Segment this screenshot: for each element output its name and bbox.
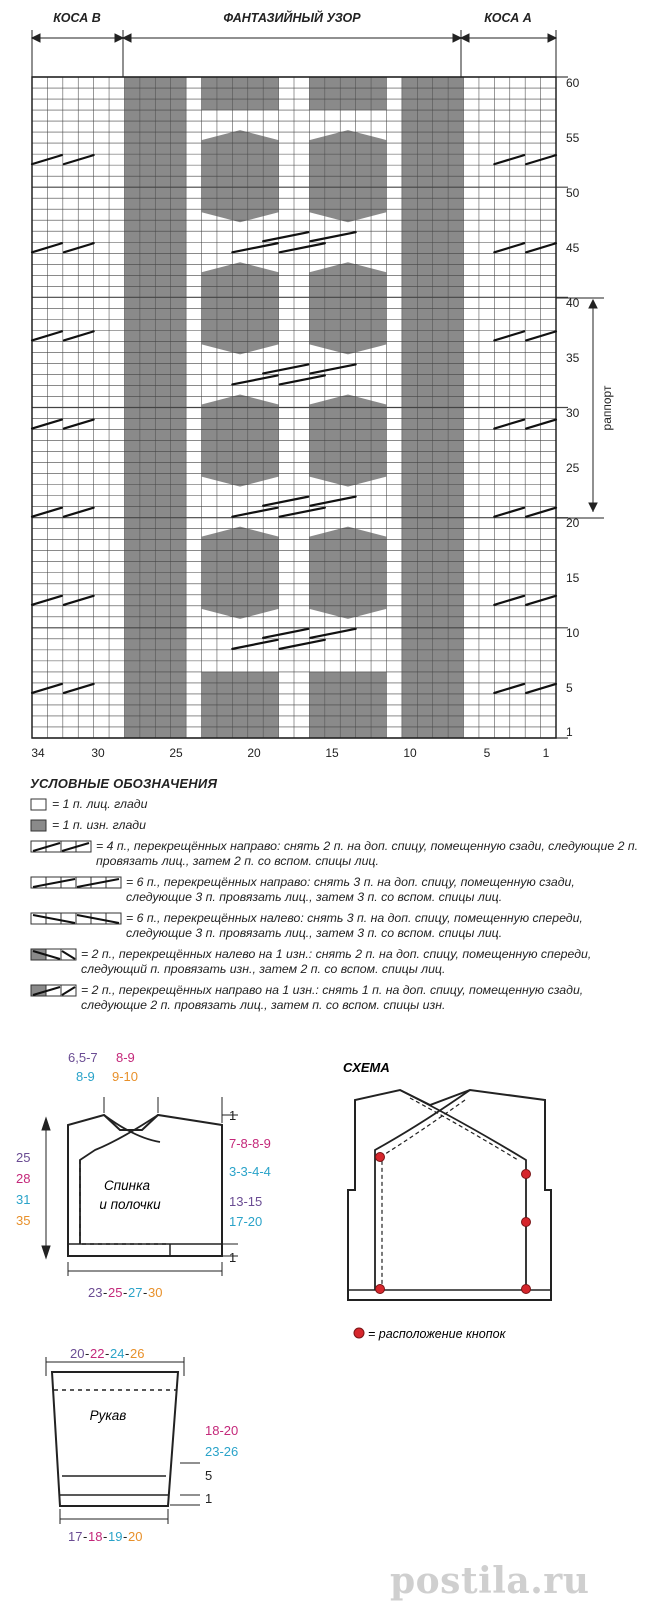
cable-stroke bbox=[232, 375, 277, 384]
legend-text: = 2 п., перекрещённых направо на 1 изн.: снять 1 п. на доп. спицу, помещенную сзади, следующие 2 п. провязать лиц., затем п. со вспом. спицы изн. bbox=[81, 983, 584, 1012]
button-marker bbox=[522, 1285, 531, 1294]
legend-title: УСЛОВНЫЕ ОБОЗНАЧЕНИЯ bbox=[30, 776, 218, 791]
cable-stroke bbox=[526, 684, 556, 693]
button-marker bbox=[522, 1170, 531, 1179]
body-label: Спинка bbox=[104, 1178, 150, 1193]
row-label: 1 bbox=[566, 725, 573, 739]
sleeve-bottom-dash: - bbox=[103, 1529, 108, 1544]
cable-6-right-icon bbox=[30, 876, 122, 890]
cable-stroke bbox=[494, 596, 524, 605]
body-right-3: 13-15 bbox=[229, 1194, 263, 1209]
legend-item-knit bbox=[30, 797, 640, 812]
purl-block bbox=[309, 77, 386, 110]
purl-square-icon bbox=[30, 819, 48, 833]
body-right-bottom: 1 bbox=[229, 1250, 237, 1265]
col-label: 34 bbox=[31, 746, 45, 760]
cable-stroke bbox=[263, 497, 308, 506]
legend-text: = 6 п., перекрещённых направо: снять 3 п. на доп. спицу, помещенную сзади, следующие 3 п. провязать лиц., затем 3 п. со вспом. спицы лиц. bbox=[126, 875, 575, 904]
rapport-label: раппорт bbox=[600, 385, 614, 431]
cable-stroke bbox=[64, 155, 94, 164]
row-label: 25 bbox=[566, 461, 580, 475]
scheme-drawing bbox=[348, 1090, 551, 1300]
row-label: 20 bbox=[566, 516, 580, 530]
sleeve-top-dash: - bbox=[125, 1346, 130, 1361]
button-marker bbox=[376, 1285, 385, 1294]
sleeve-height-b: 23-26 bbox=[205, 1444, 239, 1459]
cable-stroke bbox=[526, 420, 556, 429]
row-label: 60 bbox=[566, 76, 580, 90]
body-top-right-b: 9-10 bbox=[112, 1069, 139, 1084]
buttons-note: = расположение кнопок bbox=[368, 1327, 506, 1341]
sleeve-edge: 1 bbox=[205, 1491, 213, 1506]
garment-diagrams bbox=[0, 1040, 660, 1612]
cable-stroke bbox=[32, 420, 62, 429]
cable-stroke bbox=[310, 497, 355, 506]
header-kosa-b: КОСА В bbox=[53, 11, 101, 25]
row-label: 15 bbox=[566, 571, 580, 585]
span-arrow-head bbox=[115, 34, 123, 42]
cable-stroke bbox=[64, 243, 94, 252]
cable-stroke bbox=[32, 331, 62, 340]
watermark: postila.ru bbox=[390, 1560, 590, 1602]
body-width-part: 30 bbox=[148, 1285, 163, 1300]
row-label: 10 bbox=[566, 626, 580, 640]
col-label: 5 bbox=[483, 746, 491, 760]
row-label: 5 bbox=[566, 681, 573, 695]
cable-stroke bbox=[280, 375, 325, 384]
legend-item-purl bbox=[30, 818, 640, 833]
body-label: и полочки bbox=[99, 1197, 161, 1212]
legend-item-cable-6-left bbox=[30, 911, 640, 941]
body-top-left-b: 8-9 bbox=[76, 1069, 95, 1084]
legend-text: = 2 п., перекрещённых налево на 1 изн.: снять 2 п. на доп. спицу, помещенную спереди, следующий п. провязать изн., затем 2 п. со вспом. спицы лиц. bbox=[81, 947, 592, 976]
header-kosa-a: КОСА А bbox=[484, 11, 532, 25]
cable-2-right-purl-icon bbox=[30, 984, 77, 998]
sleeve-bottom-dash: - bbox=[83, 1529, 88, 1544]
span-arrow-head bbox=[32, 34, 40, 42]
col-label: 25 bbox=[169, 746, 183, 760]
sleeve-top-part: 26 bbox=[130, 1346, 145, 1361]
cable-stroke bbox=[232, 640, 277, 649]
col-label: 20 bbox=[247, 746, 261, 760]
cable-stroke bbox=[64, 684, 94, 693]
body-width-dash: - bbox=[143, 1285, 148, 1300]
cable-stroke bbox=[310, 629, 355, 638]
sleeve-top-part: 22 bbox=[90, 1346, 105, 1361]
span-arrow-head bbox=[123, 34, 131, 42]
cable-stroke bbox=[494, 243, 524, 252]
legend-item-cable-6-right bbox=[30, 875, 640, 905]
sleeve-top-part: 24 bbox=[110, 1346, 125, 1361]
cable-stroke bbox=[232, 243, 277, 252]
body-width-label bbox=[88, 1285, 162, 1300]
scheme-title: СХЕМА bbox=[343, 1060, 390, 1075]
body-height-d: 35 bbox=[16, 1213, 31, 1228]
body-width-part: 23 bbox=[88, 1285, 103, 1300]
sleeve-height-a: 18-20 bbox=[205, 1423, 239, 1438]
scheme-inner-dashed bbox=[382, 1098, 518, 1290]
cable-stroke bbox=[32, 243, 62, 252]
row-label: 35 bbox=[566, 351, 580, 365]
cable-stroke bbox=[280, 508, 325, 517]
sleeve-bottom-part: 20 bbox=[128, 1529, 143, 1544]
cable-4-right-icon bbox=[30, 840, 92, 854]
cable-stroke bbox=[494, 331, 524, 340]
sleeve-bottom-part: 19 bbox=[108, 1529, 123, 1544]
col-label: 1 bbox=[542, 746, 550, 760]
cable-stroke bbox=[494, 684, 524, 693]
sleeve-cuff: 5 bbox=[205, 1468, 213, 1483]
cable-6-left-icon bbox=[30, 912, 122, 926]
button-legend-icon bbox=[354, 1328, 364, 1338]
sleeve-top-part: 20 bbox=[70, 1346, 85, 1361]
span-arrow-head bbox=[453, 34, 461, 42]
cable-stroke bbox=[280, 640, 325, 649]
cable-stroke bbox=[280, 243, 325, 252]
body-right-4: 17-20 bbox=[229, 1214, 263, 1229]
chart-grid bbox=[32, 77, 568, 738]
cable-2-left-purl-icon bbox=[30, 948, 77, 962]
body-right-top: 1 bbox=[229, 1108, 237, 1123]
row-label: 45 bbox=[566, 241, 580, 255]
column-numbers bbox=[31, 746, 549, 760]
scheme-buttons bbox=[376, 1153, 531, 1294]
cable-stroke bbox=[64, 508, 94, 517]
header-fantasy: ФАНТАЗИЙНЫЙ УЗОР bbox=[223, 11, 361, 25]
cable-stroke bbox=[526, 596, 556, 605]
sleeve-label: Рукав bbox=[89, 1408, 127, 1423]
section-span-arrows bbox=[32, 30, 556, 77]
body-width-dash: - bbox=[123, 1285, 128, 1300]
row-label: 50 bbox=[566, 186, 580, 200]
cable-stroke bbox=[232, 508, 277, 517]
body-height-c: 31 bbox=[16, 1192, 31, 1207]
col-label: 15 bbox=[325, 746, 339, 760]
cable-stroke bbox=[64, 331, 94, 340]
sleeve-bottom-part: 18 bbox=[88, 1529, 103, 1544]
button-marker bbox=[376, 1153, 385, 1162]
row-label: 55 bbox=[566, 131, 580, 145]
col-label: 10 bbox=[403, 746, 417, 760]
cable-stroke bbox=[263, 232, 308, 241]
body-width-part: 27 bbox=[128, 1285, 143, 1300]
legend-text: = 6 п., перекрещённых налево: снять 3 п. на доп. спицу, помещенную спереди, следующие 3 п. провязать лиц., затем 3 п. со вспом. спицы лиц. bbox=[126, 911, 583, 940]
body-width-part: 25 bbox=[108, 1285, 123, 1300]
cable-stroke bbox=[32, 684, 62, 693]
body-top-left-a: 6,5-7 bbox=[68, 1050, 98, 1065]
cable-stroke bbox=[32, 155, 62, 164]
body-top-right-a: 8-9 bbox=[116, 1050, 135, 1065]
row-numbers bbox=[566, 76, 580, 739]
cable-stroke bbox=[494, 420, 524, 429]
body-right-1: 7-8-8-9 bbox=[229, 1136, 271, 1151]
row-label: 30 bbox=[566, 406, 580, 420]
cable-stroke bbox=[64, 420, 94, 429]
sleeve-bottom-dash: - bbox=[123, 1529, 128, 1544]
body-right-2: 3-3-4-4 bbox=[229, 1164, 271, 1179]
cable-stroke bbox=[526, 331, 556, 340]
knit-square-icon bbox=[30, 798, 48, 812]
sleeve-bottom-width bbox=[68, 1529, 142, 1544]
cable-stroke bbox=[526, 155, 556, 164]
body-height-a: 25 bbox=[16, 1150, 31, 1165]
body-height-b: 28 bbox=[16, 1171, 31, 1186]
legend bbox=[30, 776, 640, 1019]
col-label: 30 bbox=[91, 746, 105, 760]
cable-stroke bbox=[494, 155, 524, 164]
legend-text: = 1 п. изн. глади bbox=[52, 818, 146, 832]
legend-item-cable-2-right-purl bbox=[30, 983, 640, 1013]
cable-stroke bbox=[32, 508, 62, 517]
legend-text: = 1 п. лиц. глади bbox=[52, 797, 148, 811]
cable-stroke bbox=[263, 629, 308, 638]
sleeve-top-dash: - bbox=[85, 1346, 90, 1361]
cable-stroke bbox=[526, 508, 556, 517]
cable-stroke bbox=[32, 596, 62, 605]
cable-stroke bbox=[526, 243, 556, 252]
legend-text: = 4 п., перекрещённых направо: снять 2 п. на доп. спицу, помещенную сзади, следующие 2 п. провязать лиц., затем 2 п. со вспом. спицы лиц. bbox=[96, 839, 639, 868]
sleeve-top-width bbox=[70, 1346, 144, 1361]
cable-stroke bbox=[310, 364, 355, 373]
knitting-chart bbox=[0, 0, 660, 770]
body-width-dash: - bbox=[103, 1285, 108, 1300]
legend-item-cable-2-left-purl bbox=[30, 947, 640, 977]
sleeve-shape bbox=[52, 1372, 178, 1506]
cable-stroke bbox=[494, 508, 524, 517]
span-arrow-head bbox=[461, 34, 469, 42]
sleeve-top-dash: - bbox=[105, 1346, 110, 1361]
cable-stroke bbox=[310, 232, 355, 241]
purl-block bbox=[202, 77, 279, 110]
button-marker bbox=[522, 1218, 531, 1227]
legend-item-cable-4-right bbox=[30, 839, 640, 869]
cable-stroke bbox=[64, 596, 94, 605]
row-label: 40 bbox=[566, 296, 580, 310]
cable-stroke bbox=[263, 364, 308, 373]
span-arrow-head bbox=[548, 34, 556, 42]
sleeve-bottom-part: 17 bbox=[68, 1529, 83, 1544]
